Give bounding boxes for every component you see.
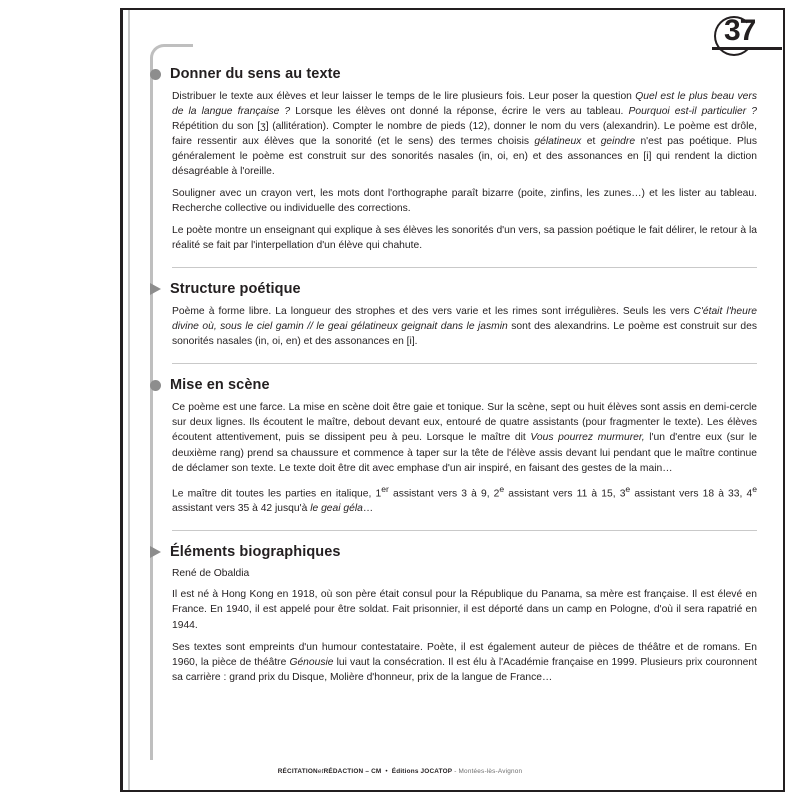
section-title: Structure poétique bbox=[170, 281, 301, 298]
section-header bbox=[172, 281, 757, 297]
circle-bullet-icon bbox=[150, 380, 161, 391]
document-content bbox=[172, 66, 757, 689]
corner-decoration-rule bbox=[150, 60, 153, 760]
paragraph: Le maître dit toutes les parties en italique, 1er assistant vers 3 à 9, 2e assistant vers 11 à 15, 3e assistant vers 18 à 33, 4e assistant vers 35 à 42 jusqu'à le geai géla… bbox=[172, 483, 757, 515]
circle-bullet-icon bbox=[150, 69, 161, 80]
page-number-badge bbox=[712, 14, 782, 56]
page-left-border-inner bbox=[128, 8, 130, 792]
section-divider bbox=[172, 363, 757, 364]
paragraph: Distribuer le texte aux élèves et leur laisser le temps de le lire plusieurs fois. Leur poser la question Quel est le plus beau vers de la langue française ? Lorsque les élèves ont donné la réponse, écrire le vers au tableau. Pourquoi est-il particulier ? Répétition du son [ʒ] (allitération). Compter le nombre de pieds (12), donner le nom du vers (alexandrin). Le poème est drôle, faire ressentir aux élèves que la sonorité (et le sens) des termes choisis gélatineux et geindre n'est pas poétique. Plus généralement le poème est construit sur des sonorités nasales (in, oi, en) et des assonances en [i] qui rendent la diction désagréable à l'oreille. bbox=[172, 91, 758, 178]
page-left-border bbox=[120, 8, 123, 792]
paragraph: Le poète montre un enseignant qui explique à ses élèves les sonorités d'un vers, sa passion poétique le fait délirer, le retour à la réalité se fait par l'interpellation d'un élève qui chahute. bbox=[172, 225, 757, 252]
author-name: René de Obaldia bbox=[172, 568, 250, 580]
section-title: Mise en scène bbox=[170, 377, 270, 394]
page-number: 37 bbox=[724, 14, 756, 47]
paragraph: Ce poème est une farce. La mise en scène doit être gaie et tonique. Sur la scène, sept ou huit élèves sont assis en demi-cercle sur deux lignes. Ils écoutent le maître, debout devant eux, entouré de quatre assistants (pour fragmenter le texte). Les élèves écoutent attentivement, puis se dissipent peu à peu. Lorsque le maître dit Vous pourrez murmurer, l'un d'entre eux (sur le deuxième rang) prend sa chaussure et commence à taper sur la tête de l'élève assis devant lui pendant que le maître continue de déclamer son texte. Le texte doit être dit avec emphase d'un air inspiré, en faisant des gestes de la main… bbox=[172, 402, 757, 474]
footer-publisher: Éditions JOCATOP bbox=[391, 768, 453, 775]
footer-title-italic: et bbox=[317, 768, 324, 775]
section-divider bbox=[172, 267, 757, 268]
page-right-border bbox=[783, 8, 785, 792]
page-bottom-border bbox=[120, 790, 785, 792]
section-header bbox=[172, 66, 757, 82]
paragraph: Il est né à Hong Kong en 1918, où son père était consul pour la République du Panama, sa mère est française. Il est élevé en France. En 1940, il est appelé pour être soldat. Fait prisonnier, il est déporté dans un camp en Pologne, d'où il sera rapatrié en 1944. bbox=[172, 589, 757, 631]
section-elements-biographiques bbox=[172, 544, 757, 685]
paragraph: Souligner avec un crayon vert, les mots dont l'orthographe paraît bizarre (poite, zinfins, les zunes…) et les lister au tableau. Recherche collective ou individuelle des corrections. bbox=[172, 188, 757, 215]
footer-separator: • bbox=[385, 768, 388, 775]
page-footer bbox=[0, 768, 800, 775]
section-header bbox=[172, 544, 757, 560]
footer-title-bold: RÉCITATION bbox=[277, 768, 318, 775]
section-title: Éléments biographiques bbox=[170, 544, 341, 561]
footer-title-bold2: RÉDACTION – CM bbox=[323, 768, 382, 775]
section-structure-poetique bbox=[172, 281, 757, 349]
section-divider bbox=[172, 530, 757, 531]
paragraph: Poème à forme libre. La longueur des strophes et des vers varie et les rimes sont irrégulières. Seuls les vers C'était l'heure divine où, sous le ciel gamin // le geai gélatineux geignait dans le jasmin sont des alexandrins. Le poème est construit sur des sonorités nasales (in, oi, en) et des assonances en [i]. bbox=[172, 306, 758, 348]
section-header bbox=[172, 377, 757, 393]
footer-location: - Montées-lès-Avignon bbox=[454, 768, 523, 775]
page-number-rule bbox=[712, 47, 782, 50]
section-mise-en-scene bbox=[172, 377, 757, 516]
section-donner-du-sens-au-texte bbox=[172, 66, 757, 253]
paragraph: Ses textes sont empreints d'un humour contestataire. Poète, il est également auteur de pièces de théâtre et de romans. En 1960, la pièce de théâtre Génousie lui vaut la consécration. Il est élu à l'Académie française en 1999. Plusieurs prix couronnent sa carrière : grand prix du Disque, Molière d'honneur, prix de la langue de France… bbox=[172, 641, 757, 683]
page-top-border bbox=[120, 8, 785, 10]
section-title: Donner du sens au texte bbox=[170, 66, 341, 82]
triangle-bullet-icon bbox=[150, 283, 161, 295]
triangle-bullet-icon bbox=[150, 546, 161, 558]
